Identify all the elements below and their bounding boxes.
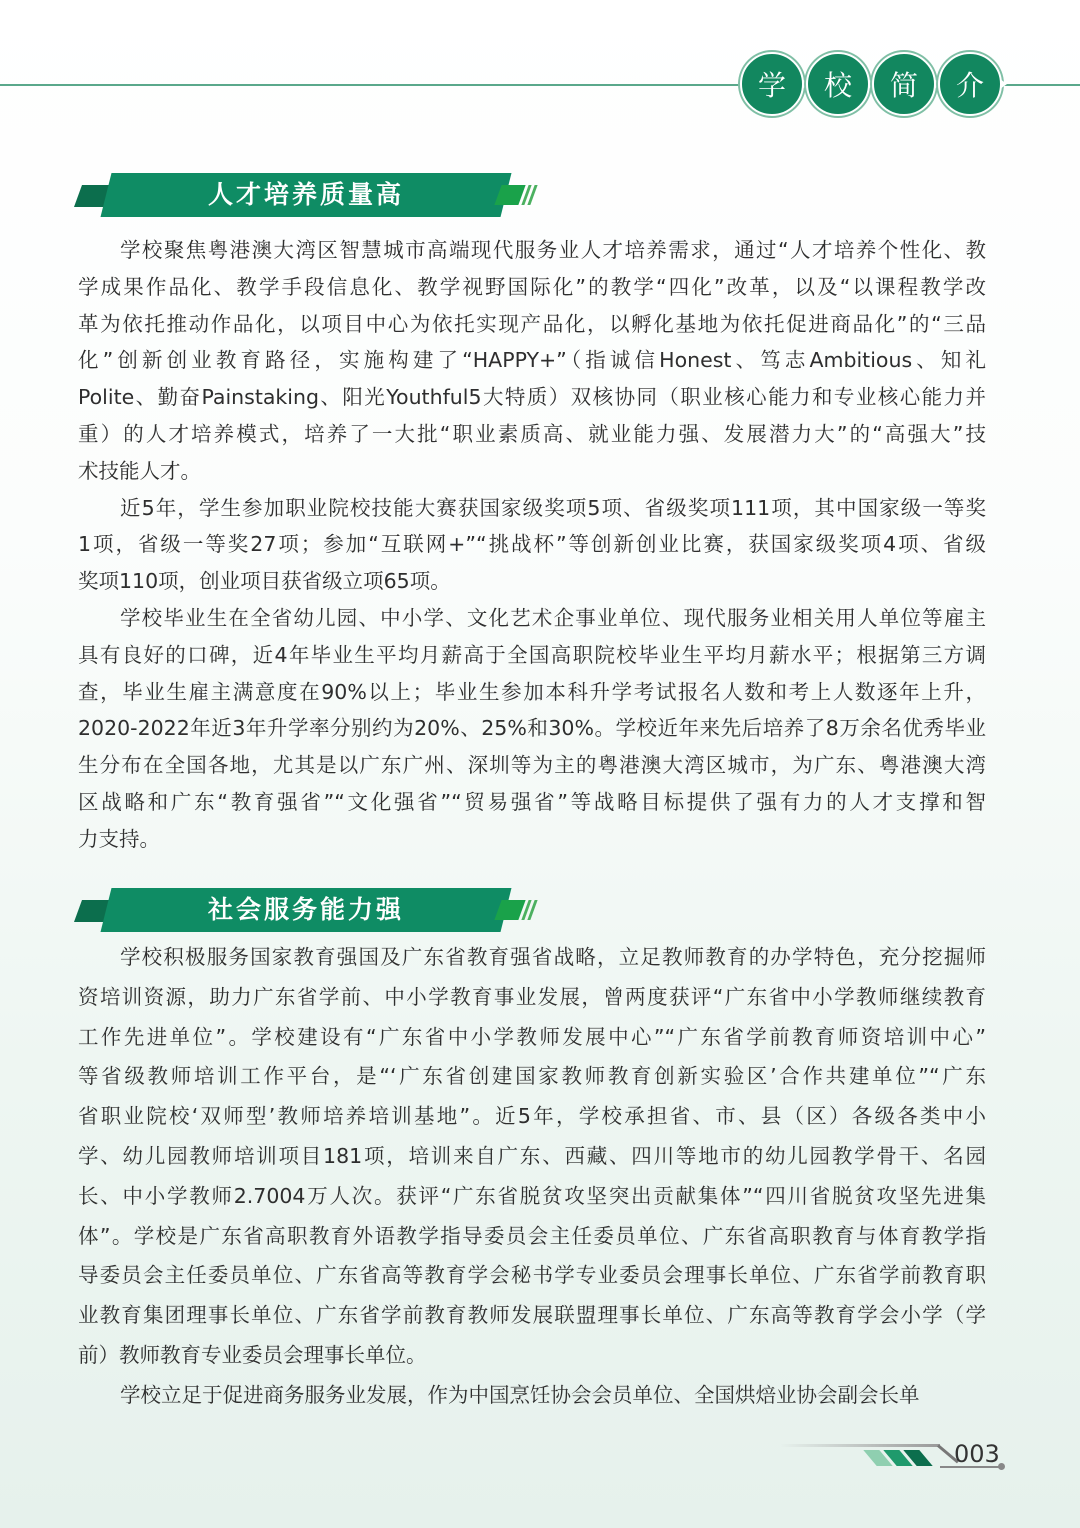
- paragraph-line: 前）教师教育专业委员会理事长单位。: [78, 1342, 427, 1367]
- page-footer: [780, 1440, 1020, 1480]
- section-badge-school-intro: [740, 52, 1004, 116]
- paragraph-line: 学校积极服务国家教育强国及广东省教育强省战略，立足教师教育的办学特色，充分挖掘师: [120, 945, 986, 969]
- paragraph-line: 区战略和广东“教育强省”“文化强省”“贸易强省”等战略目标提供了强有力的人才支撑和智: [78, 789, 986, 814]
- paragraph-line: 体”。学校是广东省高职教育外语教学指导委员会主任委员单位、广东省高职教育与体育教学指: [78, 1223, 986, 1248]
- paragraph-line: 2020-2022年近3年升学率分别约为20%、25%和30%。学校近年来先后培养了8万余名优秀毕业: [78, 716, 986, 741]
- badge-char: 介: [938, 52, 1002, 116]
- paragraph-line: 力支持。: [78, 826, 160, 851]
- paragraph-line: 奖项110项，创业项目获省级立项65项。: [78, 569, 451, 594]
- paragraph-line: 学成果作品化、教学手段信息化、教学视野国际化”的教学“四化”改革，以及“以课程教学改: [78, 274, 986, 299]
- paragraph-line: 查，毕业生雇主满意度在90%以上；毕业生参加本科升学考试报名人数和考上人数逐年上升，: [78, 679, 986, 704]
- page-number: 003: [954, 1440, 1000, 1468]
- section1-body: [78, 232, 986, 858]
- paragraph-line: 学校立足于促进商务服务业发展，作为中国烹饪协会会员单位、全国烘焙业协会副会长单: [120, 1382, 920, 1407]
- section-title: 社会服务能力强: [207, 895, 404, 924]
- paragraph-line: 术技能人才。: [78, 458, 201, 483]
- section-heading-service: [78, 888, 538, 932]
- paragraph-line: 学校毕业生在全省幼儿园、中小学、文化艺术企事业单位、现代服务业相关用人单位等雇主: [120, 605, 986, 630]
- paragraph-line: 重）的人才培养模式，培养了一大批“职业素质高、就业能力强、发展潜力大”的“高强大”技: [78, 421, 986, 446]
- paragraph-line: 资培训资源，助力广东省学前、中小学教育事业发展，曾两度获评“广东省中小学教师继续教育: [78, 984, 986, 1009]
- paragraph-line: 生分布在全国各地，尤其是以广东广州、深圳等为主的粤港澳大湾区城市，为广东、粤港澳大湾: [78, 753, 986, 778]
- paragraph-line: 业教育集团理事长单位、广东省学前教育教师发展联盟理事长单位、广东高等教育学会小学（学: [78, 1303, 986, 1328]
- paragraph-line: 化”创新创业教育路径，实施构建了“HAPPY+”（指诚信Honest、笃志Ambitious、知礼: [78, 348, 986, 373]
- section-heading-talent: [78, 173, 538, 217]
- badge-char: 校: [806, 52, 870, 116]
- paragraph-line: Polite、勤奋Painstaking、阳光Youthful5大特质）双核协同（职业核心能力和专业核心能力并: [78, 385, 986, 410]
- paragraph-line: 近5年，学生参加职业院校技能大赛获国家级奖项5项、省级奖项111项，其中国家级一等奖: [120, 495, 986, 520]
- paragraph-line: 革为依托推动作品化，以项目中心为依托实现产品化，以孵化基地为依托促进商品化”的“三品: [78, 311, 986, 336]
- footer-decor: [780, 1444, 940, 1447]
- paragraph-line: 1项，省级一等奖27项；参加“互联网+”“挑战杯”等创新创业比赛，获国家级奖项4项、省级: [78, 532, 986, 557]
- paragraph-line: 导委员会主任委员单位、广东省高等教育学会秘书学专业委员会理事长单位、广东省学前教育职: [78, 1263, 986, 1288]
- paragraph-line: 具有良好的口碑，近4年毕业生平均月薪高于全国高职院校毕业生平均月薪水平；根据第三方调: [78, 642, 986, 667]
- paragraph-line: 学、幼儿园教师培训项目181项，培训来自广东、西藏、四川等地市的幼儿园教学骨干、名园: [78, 1143, 986, 1168]
- paragraph-line: 工作先进单位”。学校建设有“广东省中小学教师发展中心”“广东省学前教育师资培训中心”: [78, 1024, 986, 1049]
- paragraph-line: 等省级教师培训工作平台，是“‘广东省创建国家教师教育创新实验区’合作共建单位”“广东: [78, 1064, 986, 1089]
- badge-char: 学: [740, 52, 804, 116]
- section-title: 人才培养质量高: [207, 180, 404, 209]
- paragraph-line: 学校聚焦粤港澳大湾区智慧城市高端现代服务业人才培养需求，通过“人才培养个性化、教: [120, 238, 986, 262]
- section2-body: [78, 938, 986, 1416]
- paragraph-line: 长、中小学教师2.7004万人次。获评“广东省脱贫攻坚突出贡献集体”“四川省脱贫攻坚先进集: [78, 1183, 986, 1208]
- paragraph-line: 省职业院校‘双师型’教师培养培训基地”。近5年，学校承担省、市、县（区）各级各类中小: [78, 1104, 986, 1129]
- badge-char: 简: [872, 52, 936, 116]
